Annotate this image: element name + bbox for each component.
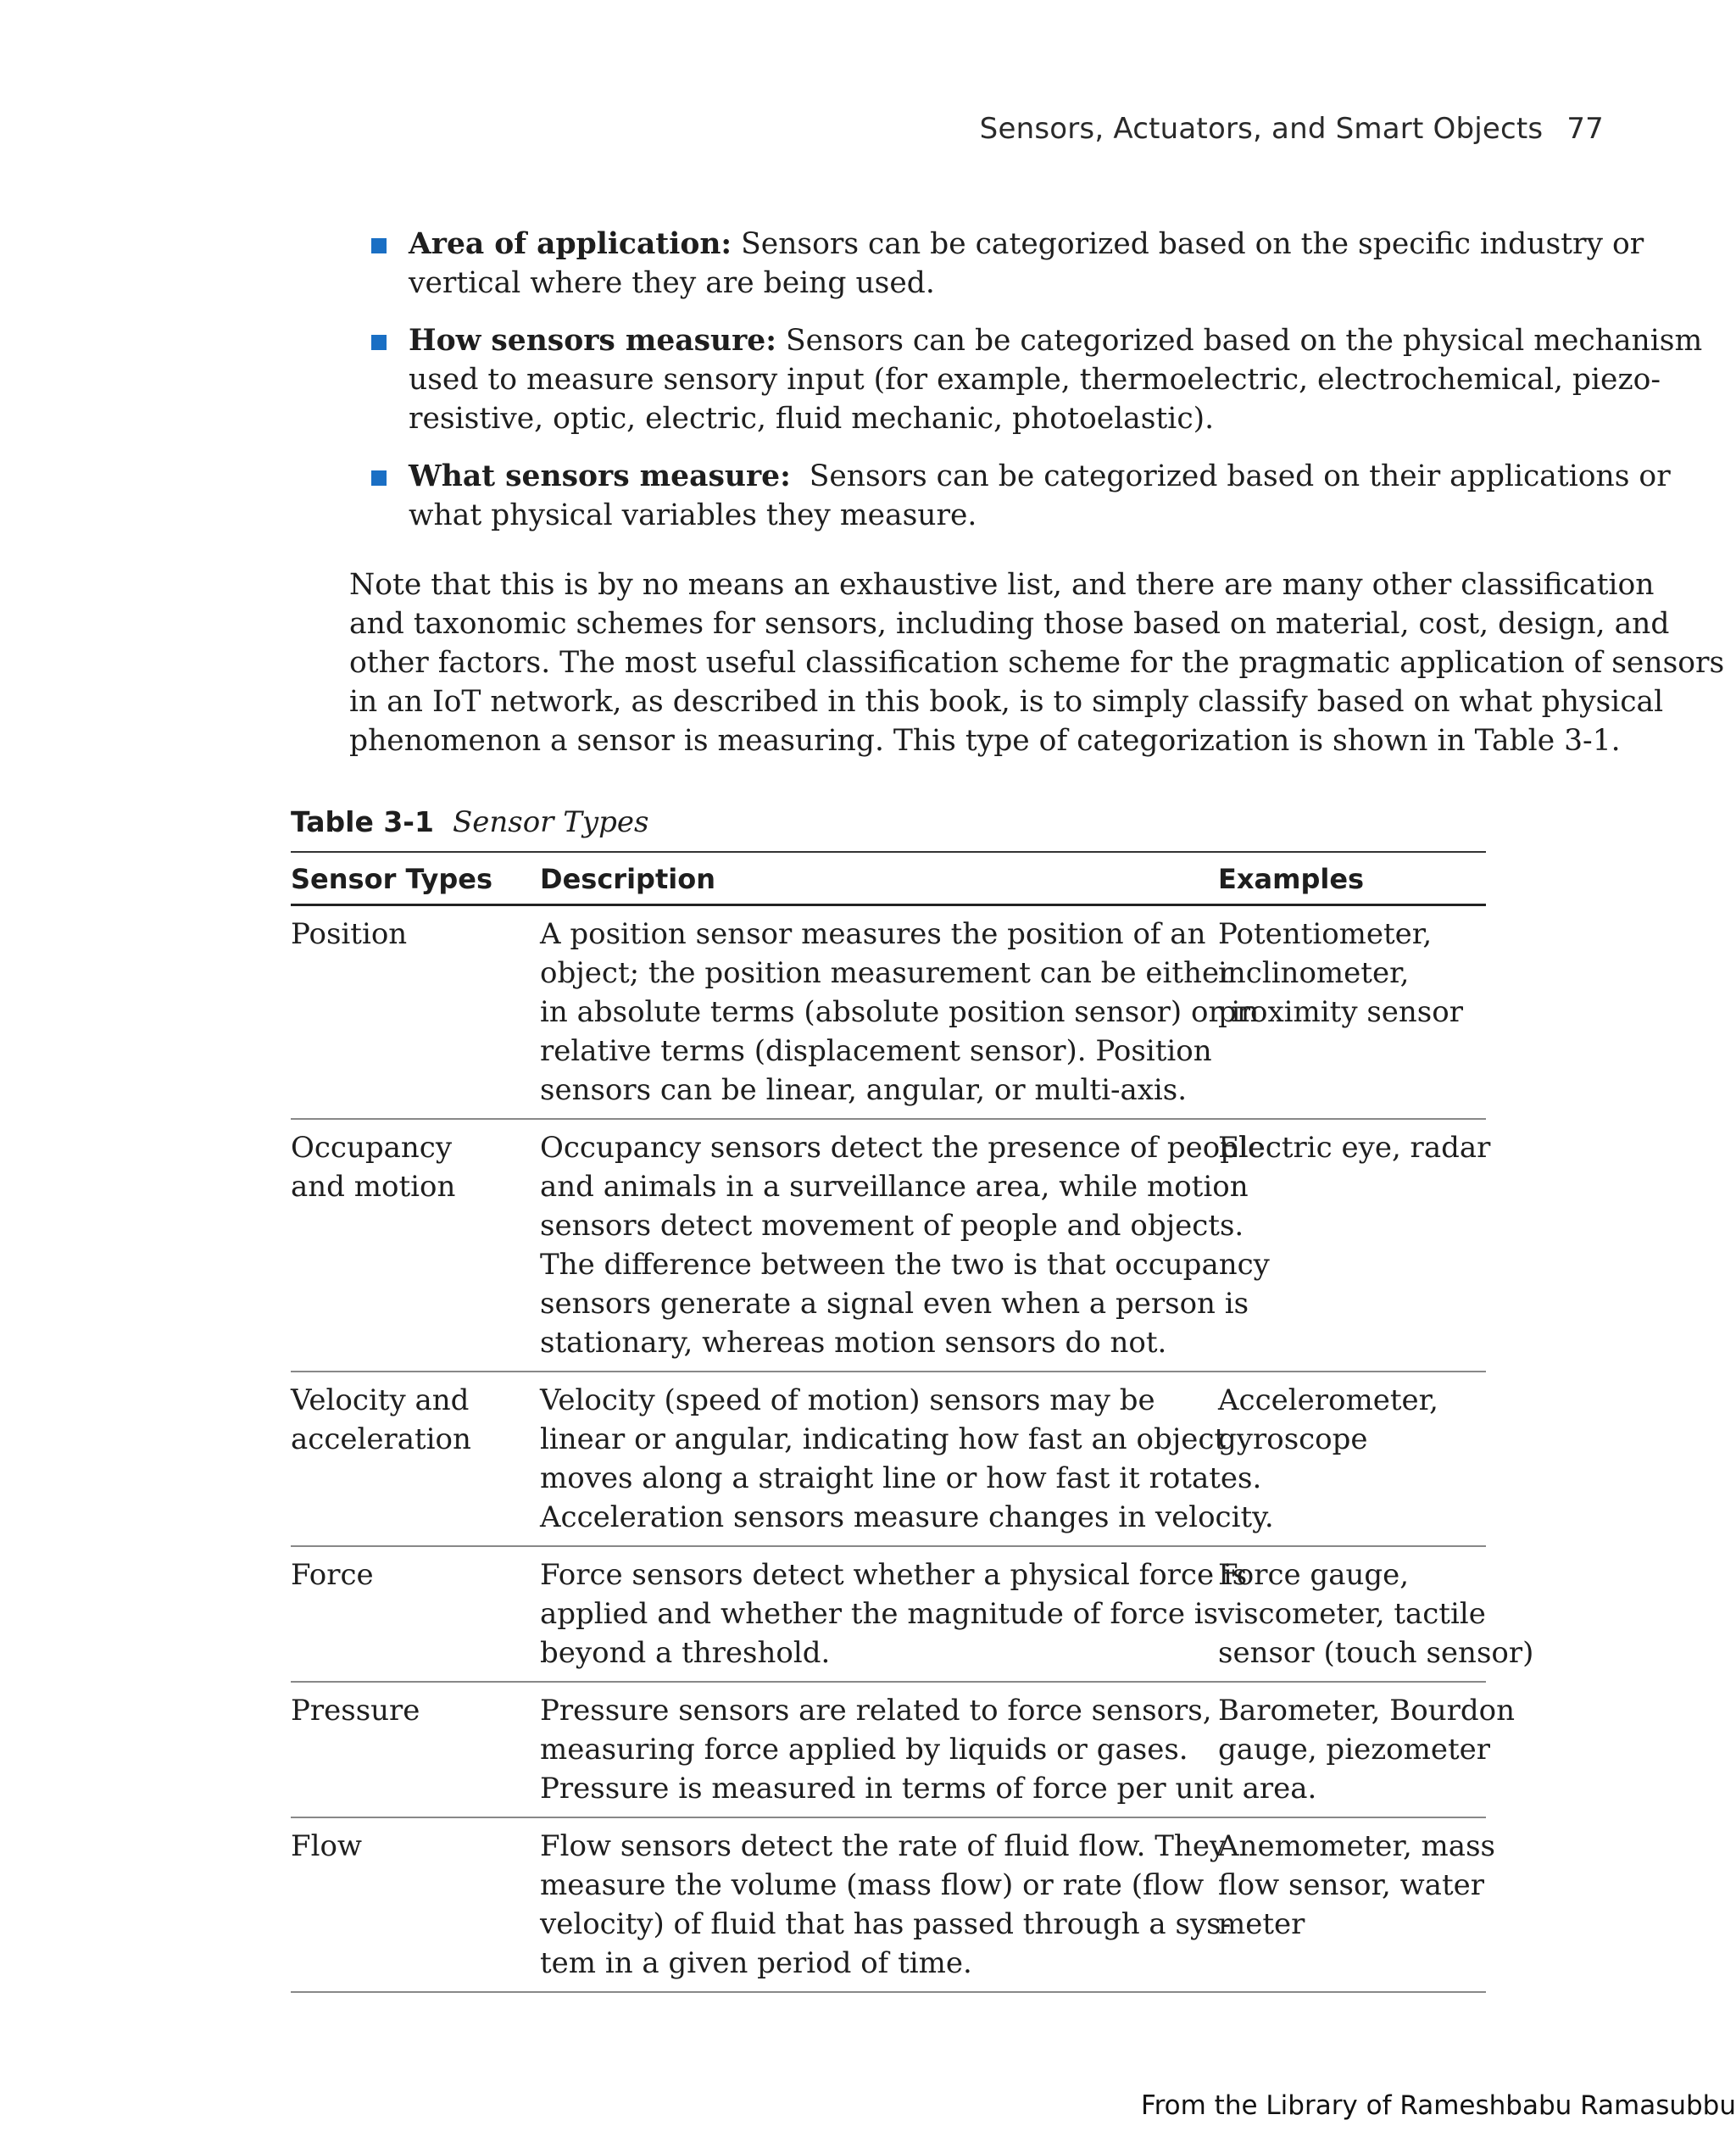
table-row (291, 1682, 1486, 1817)
cell-line: sensors generate a signal even when a person is (540, 1287, 1249, 1321)
cell-line: Barometer, Bourdon (1218, 1694, 1515, 1728)
cell-line: acceleration (291, 1422, 471, 1456)
bullet-square-icon (371, 238, 387, 253)
cell-line: sensors detect movement of people and objects. (540, 1209, 1244, 1243)
examples-cell (1218, 1119, 1491, 1372)
cell-line: object; the position measurement can be either (540, 956, 1233, 990)
table-row (291, 1119, 1486, 1372)
cell-line: tem in a given period of time. (540, 1946, 972, 1980)
paragraph-line: phenomenon a sensor is measuring. This type of categorization is shown in Table 3-1. (349, 724, 1621, 758)
bullet-text: resistive, optic, electric, fluid mechanic, photoelastic). (409, 402, 1215, 436)
description-cell (540, 1682, 1317, 1817)
bullet-item (366, 321, 1703, 438)
cell-line: sensors can be linear, angular, or multi-axis. (540, 1073, 1188, 1107)
cell-line: Acceleration sensors measure changes in velocity. (540, 1500, 1274, 1534)
cell-line: gyroscope (1218, 1422, 1368, 1456)
column-header-description: Description (540, 852, 1218, 905)
cell-line: The difference between the two is that occupancy (540, 1248, 1270, 1282)
description-cell (540, 1119, 1270, 1372)
sensor-type-cell (291, 1682, 540, 1817)
bullet-list (366, 225, 1703, 554)
sensor-type-cell (291, 905, 540, 1120)
paragraph-line: Note that this is by no means an exhaustive list, and there are many other classification (349, 568, 1655, 602)
table-caption-number: Table 3-1 (291, 805, 434, 838)
sensor-type-cell (291, 1817, 540, 1992)
cell-line: Electric eye, radar (1218, 1131, 1491, 1165)
bullet-text: used to measure sensory input (for example, thermoelectric, electrochemical, piezo- (409, 363, 1661, 397)
table-row (291, 1817, 1486, 1992)
paragraph-line: other factors. The most useful classification scheme for the pragmatic application of sensors (349, 646, 1725, 680)
cell-line: A position sensor measures the position of an (540, 917, 1206, 951)
cell-line: Anemometer, mass (1218, 1829, 1495, 1863)
bullet-text: Sensors can be categorized based on their applications or (790, 459, 1671, 493)
cell-line: meter (1218, 1907, 1305, 1941)
cell-line: Pressure is measured in terms of force per unit area. (540, 1772, 1317, 1806)
running-head (980, 112, 1604, 146)
bullet-square-icon (371, 335, 387, 350)
bullet-term: How sensors measure: (409, 324, 776, 358)
cell-line: stationary, whereas motion sensors do not. (540, 1326, 1167, 1360)
bullet-text: Sensors can be categorized based on the physical mechanism (776, 324, 1703, 358)
bullet-item (366, 457, 1671, 535)
sensor-type-cell (291, 1372, 540, 1546)
cell-line: Pressure sensors are related to force sensors, (540, 1694, 1212, 1728)
cell-line: Flow (291, 1829, 363, 1863)
cell-line: Velocity (speed of motion) sensors may be (540, 1383, 1155, 1417)
cell-line: measure the volume (mass flow) or rate (flow (540, 1868, 1205, 1902)
cell-line: sensor (touch sensor) (1218, 1636, 1534, 1670)
cell-line: Force gauge, (1218, 1558, 1410, 1592)
bullet-text: what physical variables they measure. (409, 498, 977, 532)
cell-line: measuring force applied by liquids or gases. (540, 1733, 1188, 1767)
sensor-type-cell (291, 1546, 540, 1682)
cell-line: flow sensor, water (1218, 1868, 1484, 1902)
description-cell (540, 1817, 1232, 1992)
cell-line: in absolute terms (absolute position sensor) or in (540, 995, 1260, 1029)
paragraph-line: in an IoT network, as described in this book, is to simply classify based on what physical (349, 685, 1664, 719)
bullet-text: Sensors can be categorized based on the specific industry or (732, 227, 1644, 261)
column-header-sensor-types: Sensor Types (291, 852, 540, 905)
library-footer: From the Library of Rameshbabu Ramasubbu (1141, 2090, 1736, 2121)
cell-line: and motion (291, 1170, 456, 1204)
cell-line: gauge, piezometer (1218, 1733, 1490, 1767)
description-cell (540, 1372, 1274, 1546)
table-header-row (291, 852, 1486, 905)
bullet-term: Area of application: (409, 227, 732, 261)
table-row (291, 1372, 1486, 1546)
bullet-square-icon (371, 470, 387, 486)
cell-line: inclinometer, (1218, 956, 1410, 990)
cell-line: Force (291, 1558, 374, 1592)
body-paragraph (349, 565, 1725, 760)
cell-line: Position (291, 917, 408, 951)
cell-line: Flow sensors detect the rate of fluid flow. They (540, 1829, 1227, 1863)
page-number: 77 (1566, 112, 1604, 146)
examples-cell (1218, 1546, 1534, 1682)
cell-line: relative terms (displacement sensor). Position (540, 1034, 1212, 1068)
column-header-examples: Examples (1218, 852, 1486, 905)
cell-line: beyond a threshold. (540, 1636, 831, 1670)
sensor-type-cell (291, 1119, 540, 1372)
examples-cell (1218, 905, 1486, 1120)
cell-line: moves along a straight line or how fast it rotates. (540, 1461, 1262, 1495)
cell-line: proximity sensor (1218, 995, 1463, 1029)
bullet-item (366, 225, 1644, 303)
cell-line: Potentiometer, (1218, 917, 1433, 951)
cell-line: Occupancy (291, 1131, 453, 1165)
cell-line: Velocity and (291, 1383, 470, 1417)
table-row (291, 905, 1486, 1120)
cell-line: linear or angular, indicating how fast an object (540, 1422, 1227, 1456)
paragraph-line: and taxonomic schemes for sensors, including those based on material, cost, design, and (349, 607, 1670, 641)
examples-cell (1218, 1817, 1495, 1992)
cell-line: applied and whether the magnitude of force is (540, 1597, 1219, 1631)
cell-line: Accelerometer, (1218, 1383, 1438, 1417)
description-cell (540, 1546, 1248, 1682)
cell-line: Occupancy sensors detect the presence of people (540, 1131, 1265, 1165)
table-caption-title: Sensor Types (452, 805, 649, 839)
cell-line: viscometer, tactile (1218, 1597, 1486, 1631)
cell-line: velocity) of fluid that has passed through a sys- (540, 1907, 1232, 1941)
running-title: Sensors, Actuators, and Smart Objects (979, 112, 1544, 146)
bullet-text: vertical where they are being used. (409, 266, 935, 300)
cell-line: Pressure (291, 1694, 420, 1728)
table-caption (291, 805, 648, 839)
cell-line: and animals in a surveillance area, while motion (540, 1170, 1249, 1204)
description-cell (540, 905, 1260, 1120)
bullet-term: What sensors measure: (409, 459, 791, 493)
table-row (291, 1546, 1486, 1682)
sensor-types-table (291, 851, 1534, 1993)
cell-line: Force sensors detect whether a physical force is (540, 1558, 1248, 1592)
